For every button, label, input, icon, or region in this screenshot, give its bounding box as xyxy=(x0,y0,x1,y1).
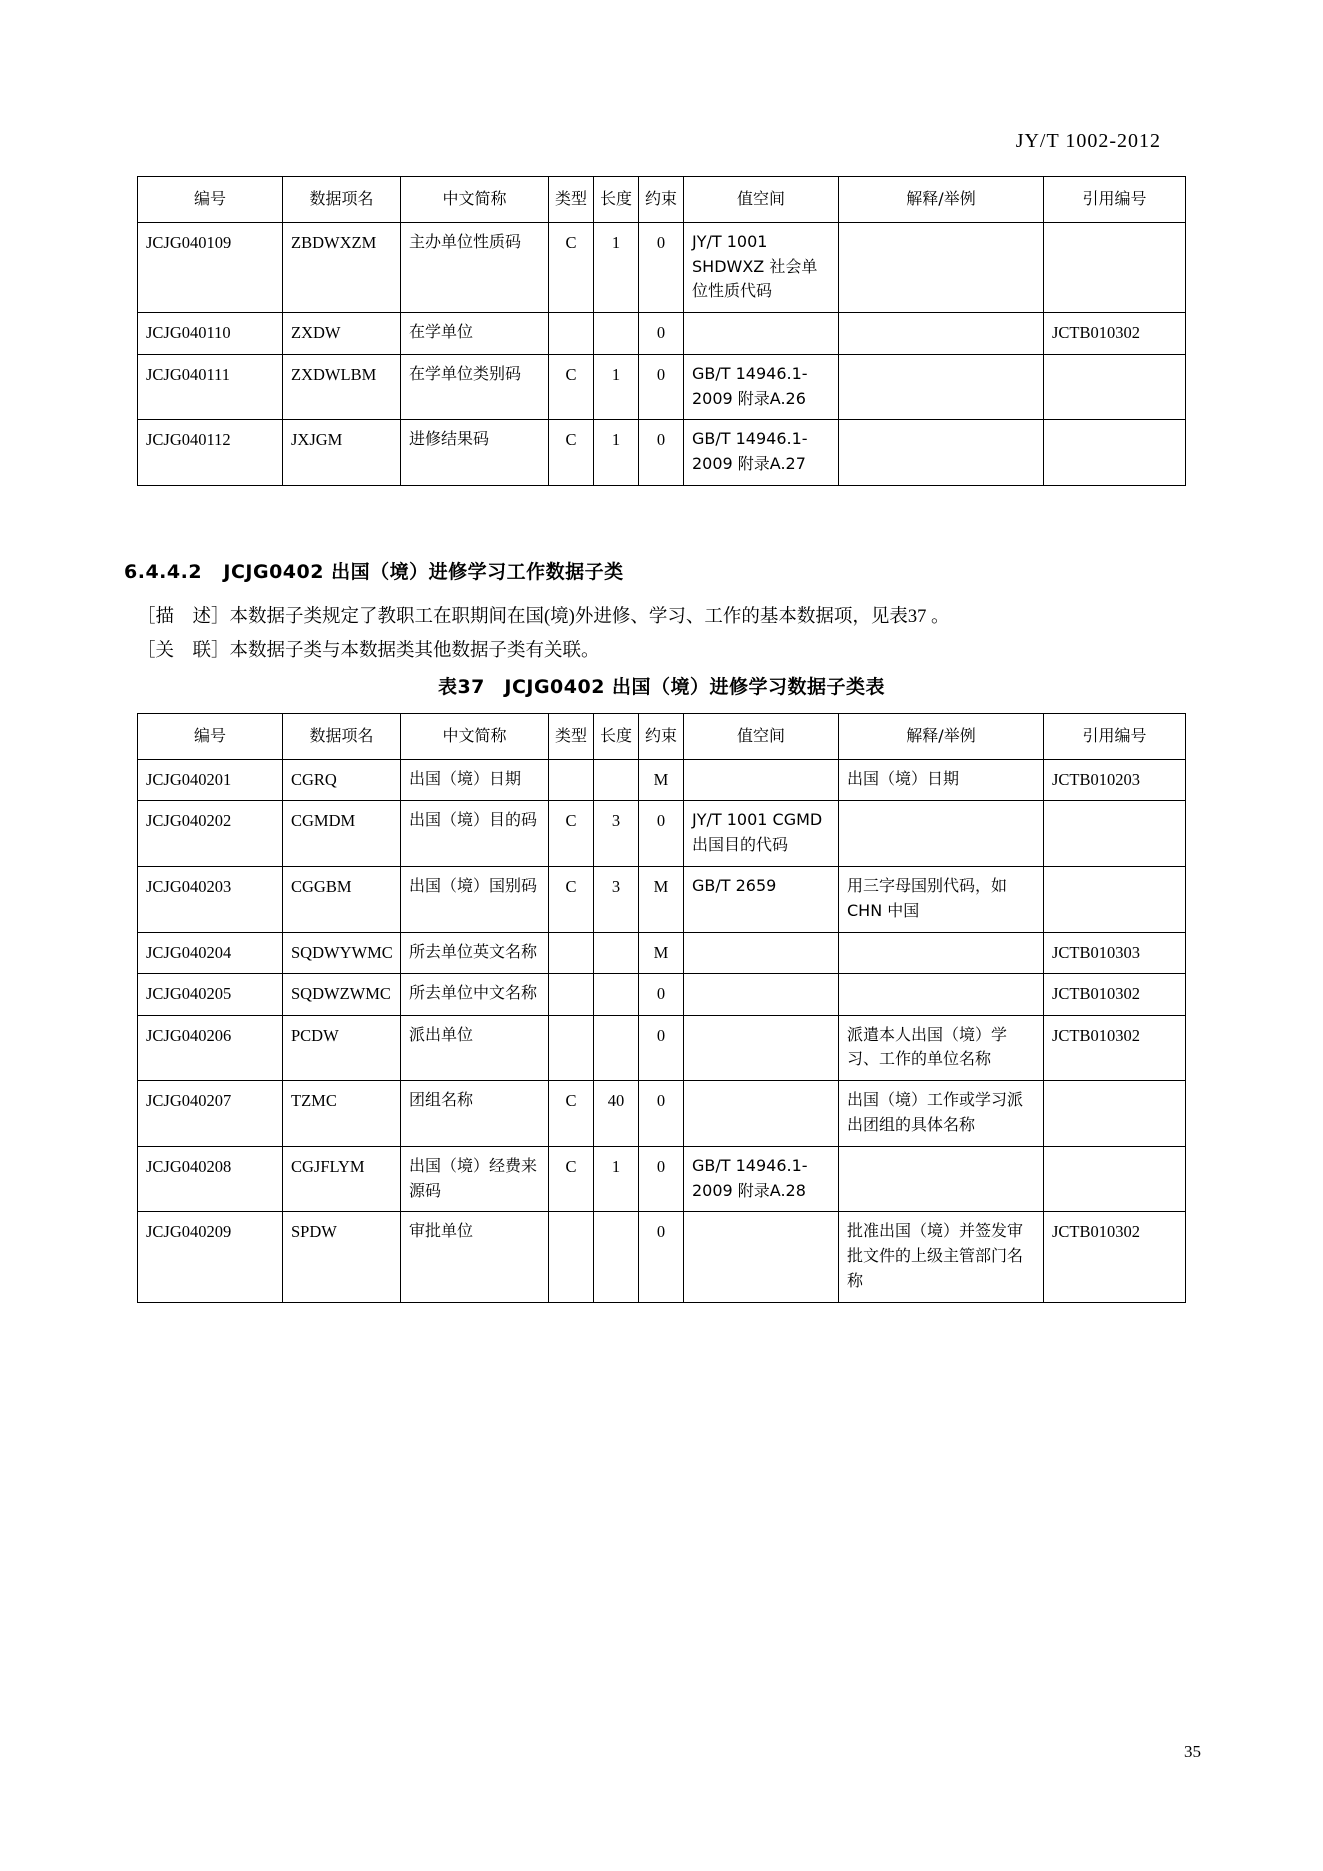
cell-value-space: GB/T 14946.1-2009 附录A.26 xyxy=(684,354,839,420)
cell-id: JCJG040204 xyxy=(138,932,283,974)
cell-type xyxy=(549,1212,594,1302)
cell-value-space xyxy=(684,313,839,355)
cell-length xyxy=(594,1212,639,1302)
description-text: 本数据子类规定了教职工在职期间在国(境)外进修、学习、工作的基本数据项，见表37 。 xyxy=(229,607,950,627)
column-header-cn: 中文简称 xyxy=(401,714,549,760)
column-header-value-space: 值空间 xyxy=(684,177,839,223)
cell-cn: 团组名称 xyxy=(401,1081,549,1147)
description-line xyxy=(137,600,1197,634)
cell-type: C xyxy=(549,420,594,486)
table-row xyxy=(138,354,1186,420)
cell-value-space xyxy=(684,974,839,1016)
cell-constraint: 0 xyxy=(639,222,684,312)
section-number: 6.4.4.2 xyxy=(124,561,203,583)
column-header-id: 编号 xyxy=(138,177,283,223)
cell-value-space: GB/T 14946.1-2009 附录A.27 xyxy=(684,420,839,486)
cell-type xyxy=(549,974,594,1016)
cell-reference: JCTB010302 xyxy=(1044,1015,1186,1081)
cell-cn: 在学单位类别码 xyxy=(401,354,549,420)
cell-length xyxy=(594,974,639,1016)
table-row xyxy=(138,222,1186,312)
cell-constraint: 0 xyxy=(639,1146,684,1212)
cell-type: C xyxy=(549,354,594,420)
cell-reference: JCTB010302 xyxy=(1044,1212,1186,1302)
relation-label: ［关 联］ xyxy=(137,641,230,662)
table-row xyxy=(138,932,1186,974)
cell-constraint: 0 xyxy=(639,420,684,486)
section-heading xyxy=(124,557,624,584)
cell-explanation: 出国（境）日期 xyxy=(839,759,1044,801)
table-row xyxy=(138,801,1186,867)
column-header-cn: 中文简称 xyxy=(401,177,549,223)
cell-value-space: GB/T 2659 xyxy=(684,866,839,932)
data-table-1 xyxy=(137,176,1186,486)
cell-reference xyxy=(1044,1146,1186,1212)
cell-name: CGJFLYM xyxy=(283,1146,401,1212)
cell-id: JCJG040109 xyxy=(138,222,283,312)
cell-constraint: 0 xyxy=(639,354,684,420)
cell-explanation xyxy=(839,932,1044,974)
cell-reference xyxy=(1044,420,1186,486)
cell-length: 1 xyxy=(594,354,639,420)
description-label: ［描 述］ xyxy=(137,607,230,627)
cell-value-space: JY/T 1001 SHDWXZ 社会单位性质代码 xyxy=(684,222,839,312)
relation-line xyxy=(137,634,1197,668)
cell-explanation xyxy=(839,1146,1044,1212)
table-row xyxy=(138,1081,1186,1147)
cell-id: JCJG040209 xyxy=(138,1212,283,1302)
cell-length xyxy=(594,1015,639,1081)
table-row xyxy=(138,420,1186,486)
column-header-type: 类型 xyxy=(549,714,594,760)
cell-explanation: 派遣本人出国（境）学习、工作的单位名称 xyxy=(839,1015,1044,1081)
section-title: JCJG0402 出国（境）进修学习工作数据子类 xyxy=(223,561,624,583)
page-header-standard-number: JY/T 1002-2012 xyxy=(1015,130,1161,152)
cell-id: JCJG040202 xyxy=(138,801,283,867)
cell-reference: JCTB010302 xyxy=(1044,974,1186,1016)
data-table-2 xyxy=(137,713,1186,1303)
cell-name: CGRQ xyxy=(283,759,401,801)
cell-length xyxy=(594,759,639,801)
cell-reference: JCTB010303 xyxy=(1044,932,1186,974)
table-row xyxy=(138,866,1186,932)
cell-cn: 主办单位性质码 xyxy=(401,222,549,312)
relation-text: 本数据子类与本数据类其他数据子类有关联。 xyxy=(229,641,600,662)
table-caption: 表37 JCJG0402 出国（境）进修学习数据子类表 xyxy=(437,676,886,698)
cell-value-space xyxy=(684,759,839,801)
column-header-value-space: 值空间 xyxy=(684,714,839,760)
cell-constraint: 0 xyxy=(639,974,684,1016)
cell-explanation xyxy=(839,801,1044,867)
cell-explanation: 批准出国（境）并签发审批文件的上级主管部门名称 xyxy=(839,1212,1044,1302)
cell-cn: 派出单位 xyxy=(401,1015,549,1081)
cell-value-space xyxy=(684,1081,839,1147)
cell-constraint: 0 xyxy=(639,313,684,355)
column-header-reference: 引用编号 xyxy=(1044,177,1186,223)
cell-value-space xyxy=(684,932,839,974)
cell-type: C xyxy=(549,222,594,312)
cell-id: JCJG040111 xyxy=(138,354,283,420)
table-row xyxy=(138,759,1186,801)
cell-length xyxy=(594,313,639,355)
column-header-name: 数据项名 xyxy=(283,177,401,223)
cell-type xyxy=(549,313,594,355)
cell-type: C xyxy=(549,1081,594,1147)
cell-cn: 所去单位中文名称 xyxy=(401,974,549,1016)
cell-reference: JCTB010302 xyxy=(1044,313,1186,355)
cell-explanation xyxy=(839,974,1044,1016)
cell-reference xyxy=(1044,801,1186,867)
cell-name: CGMDM xyxy=(283,801,401,867)
cell-cn: 审批单位 xyxy=(401,1212,549,1302)
cell-type xyxy=(549,1015,594,1081)
cell-explanation: 出国（境）工作或学习派出团组的具体名称 xyxy=(839,1081,1044,1147)
table-row xyxy=(138,1212,1186,1302)
cell-name: SQDWZWMC xyxy=(283,974,401,1016)
column-header-type: 类型 xyxy=(549,177,594,223)
cell-explanation xyxy=(839,313,1044,355)
column-header-constraint: 约束 xyxy=(639,714,684,760)
cell-length: 3 xyxy=(594,801,639,867)
cell-value-space xyxy=(684,1212,839,1302)
cell-reference xyxy=(1044,354,1186,420)
cell-cn: 进修结果码 xyxy=(401,420,549,486)
cell-value-space xyxy=(684,1015,839,1081)
column-header-length: 长度 xyxy=(594,714,639,760)
cell-id: JCJG040206 xyxy=(138,1015,283,1081)
cell-type xyxy=(549,759,594,801)
table-header-row xyxy=(138,177,1186,223)
cell-cn: 出国（境）国别码 xyxy=(401,866,549,932)
cell-constraint: M xyxy=(639,932,684,974)
cell-reference xyxy=(1044,866,1186,932)
table-row xyxy=(138,974,1186,1016)
table-row xyxy=(138,1015,1186,1081)
column-header-constraint: 约束 xyxy=(639,177,684,223)
column-header-id: 编号 xyxy=(138,714,283,760)
cell-type xyxy=(549,932,594,974)
cell-id: JCJG040207 xyxy=(138,1081,283,1147)
cell-value-space: JY/T 1001 CGMD 出国目的代码 xyxy=(684,801,839,867)
cell-constraint: 0 xyxy=(639,1212,684,1302)
section-body xyxy=(137,600,1197,668)
cell-reference xyxy=(1044,222,1186,312)
cell-length: 1 xyxy=(594,1146,639,1212)
column-header-reference: 引用编号 xyxy=(1044,714,1186,760)
cell-length: 40 xyxy=(594,1081,639,1147)
cell-explanation xyxy=(839,222,1044,312)
cell-length xyxy=(594,932,639,974)
cell-name: PCDW xyxy=(283,1015,401,1081)
cell-constraint: M xyxy=(639,866,684,932)
cell-id: JCJG040112 xyxy=(138,420,283,486)
column-header-length: 长度 xyxy=(594,177,639,223)
cell-cn: 出国（境）经费来源码 xyxy=(401,1146,549,1212)
table-header-row xyxy=(138,714,1186,760)
cell-constraint: 0 xyxy=(639,1081,684,1147)
page-number: 35 xyxy=(1184,1742,1201,1761)
cell-id: JCJG040203 xyxy=(138,866,283,932)
cell-cn: 出国（境）目的码 xyxy=(401,801,549,867)
cell-name: JXJGM xyxy=(283,420,401,486)
column-header-explanation: 解释/举例 xyxy=(839,714,1044,760)
cell-cn: 出国（境）日期 xyxy=(401,759,549,801)
cell-length: 1 xyxy=(594,420,639,486)
column-header-name: 数据项名 xyxy=(283,714,401,760)
table-row xyxy=(138,1146,1186,1212)
cell-value-space: GB/T 14946.1-2009 附录A.28 xyxy=(684,1146,839,1212)
cell-id: JCJG040201 xyxy=(138,759,283,801)
cell-explanation xyxy=(839,354,1044,420)
cell-id: JCJG040208 xyxy=(138,1146,283,1212)
cell-name: SQDWYWMC xyxy=(283,932,401,974)
cell-type: C xyxy=(549,1146,594,1212)
cell-explanation xyxy=(839,420,1044,486)
cell-length: 1 xyxy=(594,222,639,312)
cell-id: JCJG040110 xyxy=(138,313,283,355)
cell-name: TZMC xyxy=(283,1081,401,1147)
cell-cn: 所去单位英文名称 xyxy=(401,932,549,974)
cell-cn: 在学单位 xyxy=(401,313,549,355)
cell-type: C xyxy=(549,866,594,932)
cell-reference: JCTB010203 xyxy=(1044,759,1186,801)
cell-name: CGGBM xyxy=(283,866,401,932)
cell-type: C xyxy=(549,801,594,867)
cell-reference xyxy=(1044,1081,1186,1147)
cell-name: SPDW xyxy=(283,1212,401,1302)
cell-name: ZBDWXZM xyxy=(283,222,401,312)
cell-constraint: M xyxy=(639,759,684,801)
cell-name: ZXDW xyxy=(283,313,401,355)
cell-name: ZXDWLBM xyxy=(283,354,401,420)
column-header-explanation: 解释/举例 xyxy=(839,177,1044,223)
cell-id: JCJG040205 xyxy=(138,974,283,1016)
cell-constraint: 0 xyxy=(639,1015,684,1081)
cell-constraint: 0 xyxy=(639,801,684,867)
table-row xyxy=(138,313,1186,355)
cell-length: 3 xyxy=(594,866,639,932)
cell-explanation: 用三字母国别代码，如CHN 中国 xyxy=(839,866,1044,932)
